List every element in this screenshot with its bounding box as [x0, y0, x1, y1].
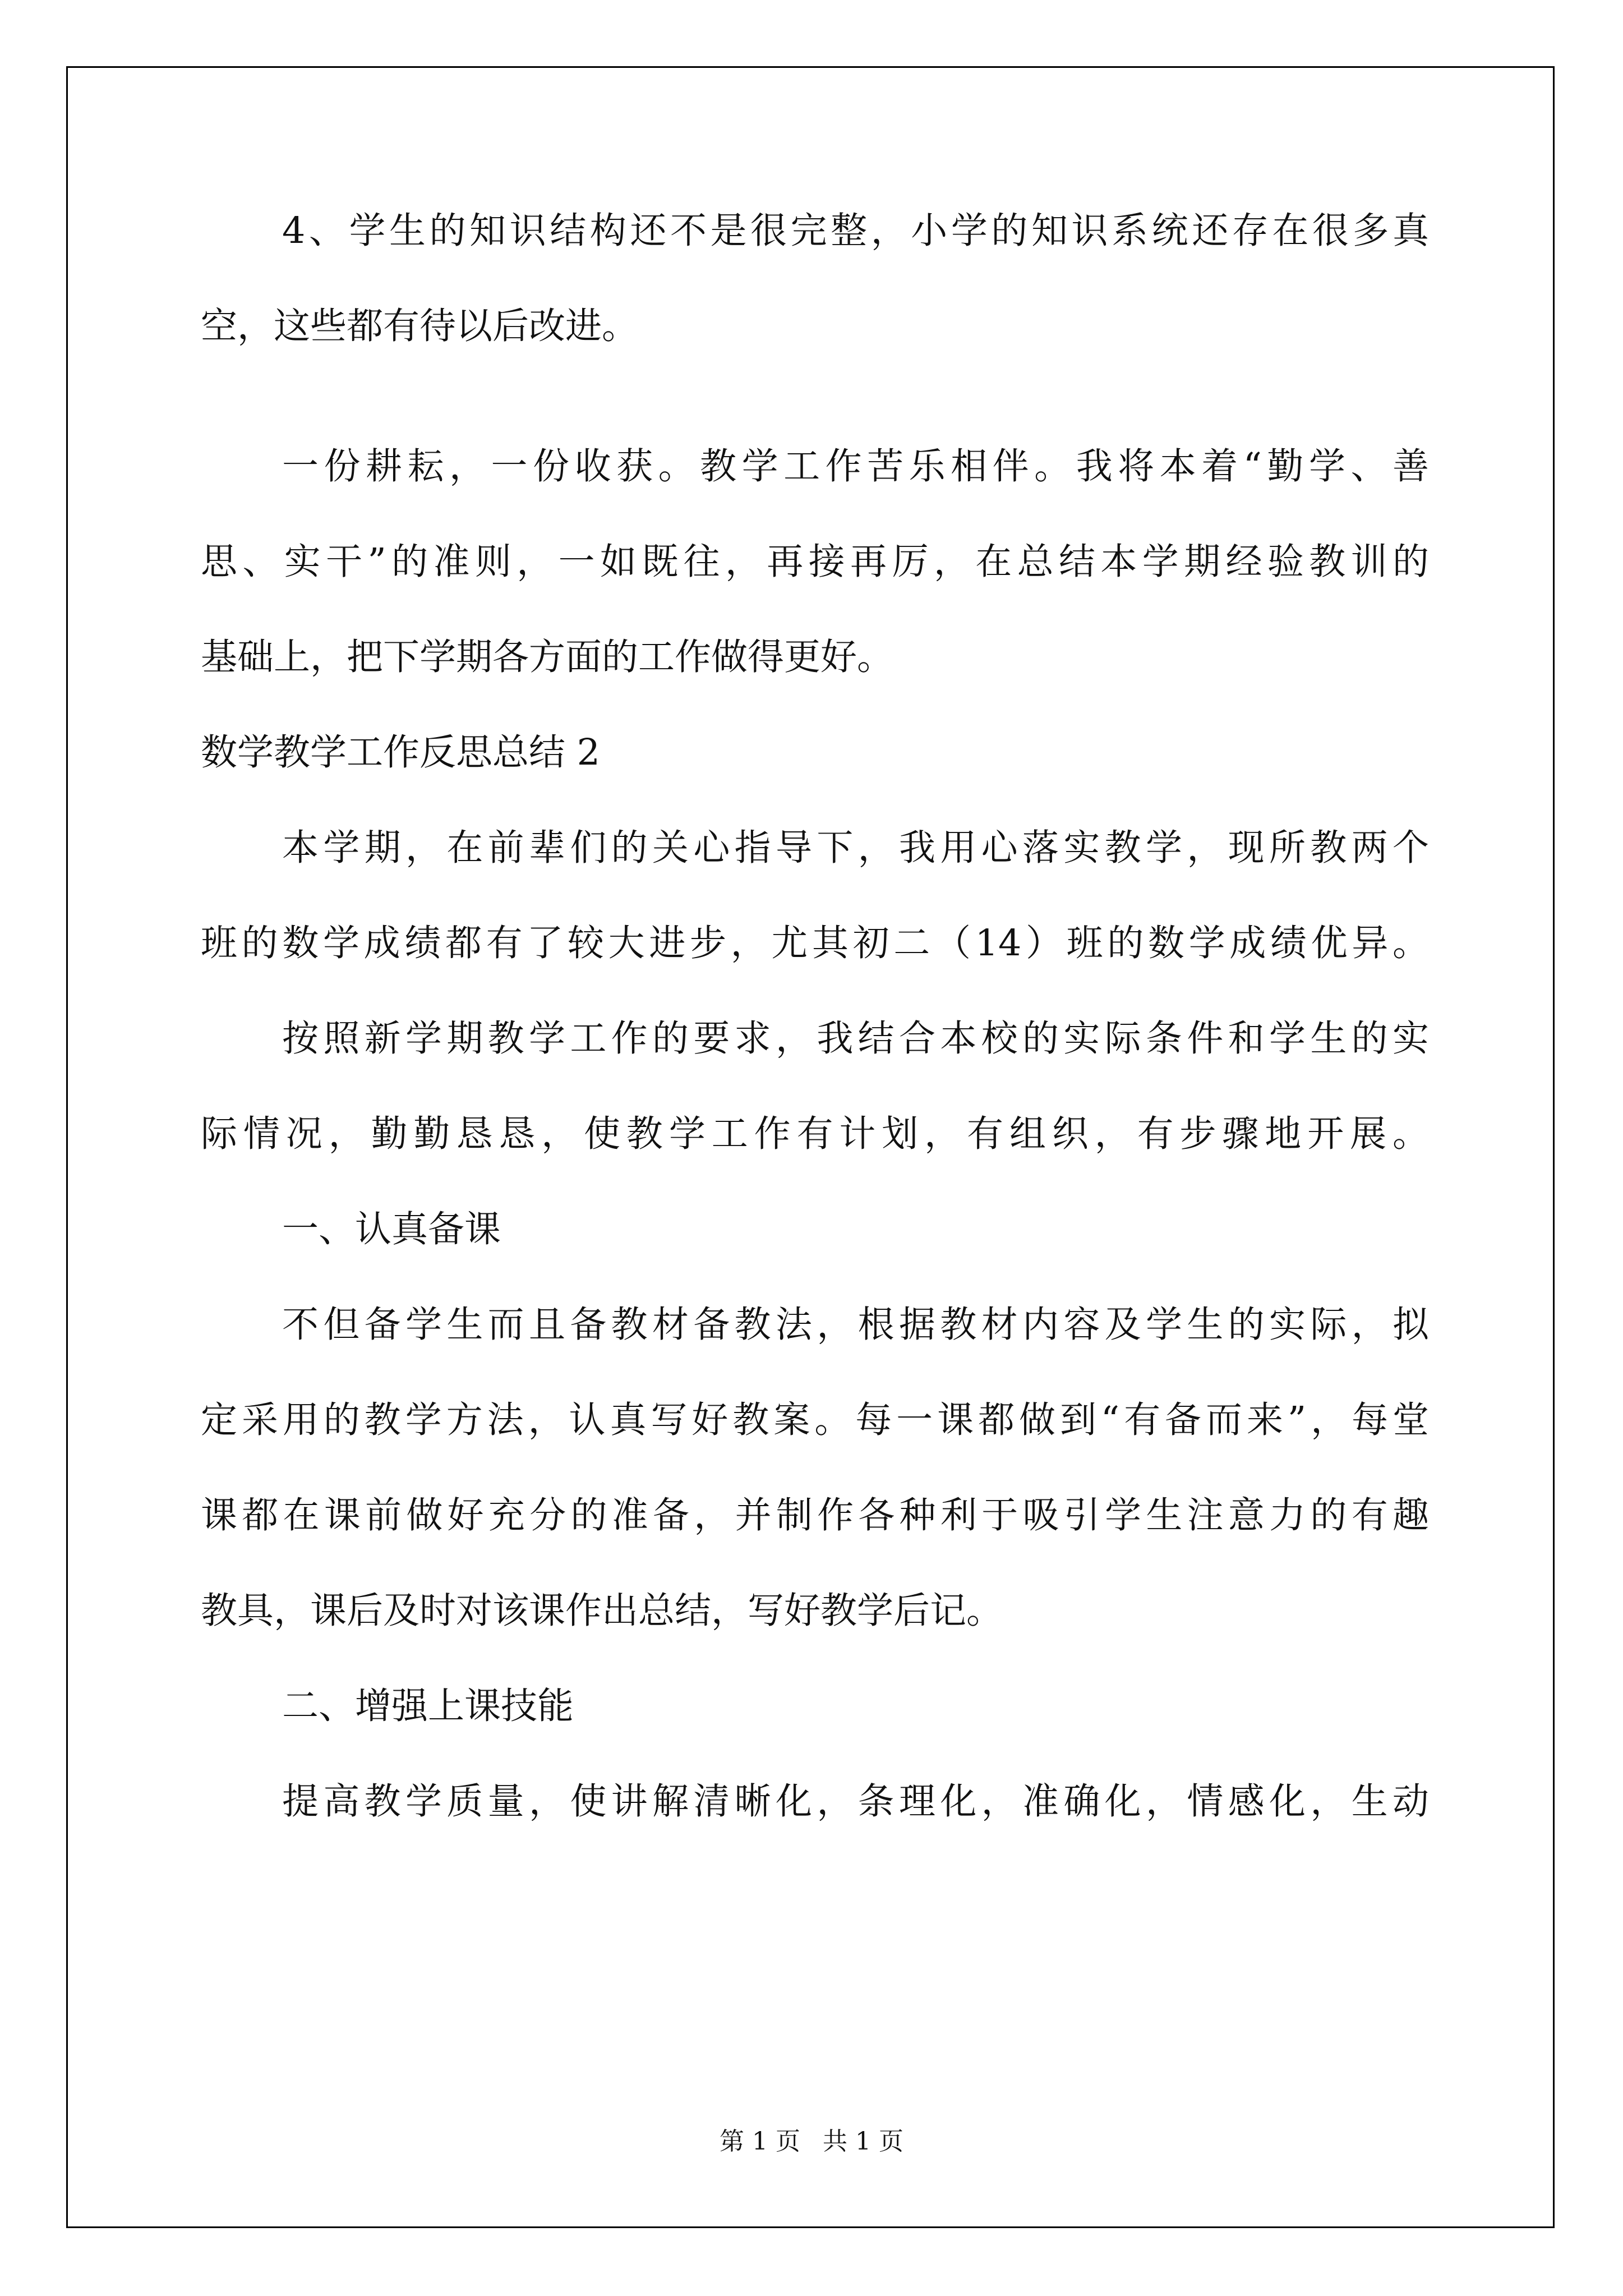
text-line: 空，这些都有待以后改进。: [201, 305, 639, 347]
page-number: 第 1 页: [720, 2127, 800, 2156]
text-line: 思、实干”的准则，一如既往，再接再厉，在总结本学期经验教训的: [201, 541, 1429, 583]
text-line: 一份耕耘，一份收获。教学工作苦乐相伴。我将本着“勤学、善: [282, 445, 1429, 487]
text-line: 本学期，在前辈们的关心指导下，我用心落实教学，现所教两个: [282, 827, 1429, 869]
page-footer: [0, 2126, 1623, 2157]
text-line: 基础上，把下学期各方面的工作做得更好。: [201, 636, 894, 678]
text-line: 提高教学质量，使讲解清晰化，条理化，准确化，情感化，生动: [282, 1780, 1429, 1823]
page-total: 共 1 页: [823, 2127, 903, 2156]
text-line: 班的数学成绩都有了较大进步，尤其初二（14）班的数学成绩优异。: [201, 922, 1429, 964]
subheading: 二、增强上课技能: [282, 1685, 574, 1727]
text-line: 际情况，勤勤恳恳，使教学工作有计划，有组织，有步骤地开展。: [201, 1113, 1429, 1155]
text-line: 课都在课前做好充分的准备，并制作各种利于吸引学生注意力的有趣: [201, 1494, 1429, 1536]
text-line: 4、学生的知识结构还不是很完整，小学的知识系统还存在很多真: [282, 210, 1429, 252]
section-title: 数学教学工作反思总结 2: [201, 731, 601, 774]
text-line: 不但备学生而且备教材备教法，根据教材内容及学生的实际，拟: [282, 1304, 1429, 1346]
text-line: 教具，课后及时对该课作出总结，写好教学后记。: [201, 1590, 1003, 1632]
subheading: 一、认真备课: [282, 1208, 501, 1250]
text-line: 定采用的教学方法，认真写好教案。每一课都做到“有备而来”，每堂: [201, 1399, 1429, 1441]
text-line: 按照新学期教学工作的要求，我结合本校的实际条件和学生的实: [282, 1018, 1429, 1060]
